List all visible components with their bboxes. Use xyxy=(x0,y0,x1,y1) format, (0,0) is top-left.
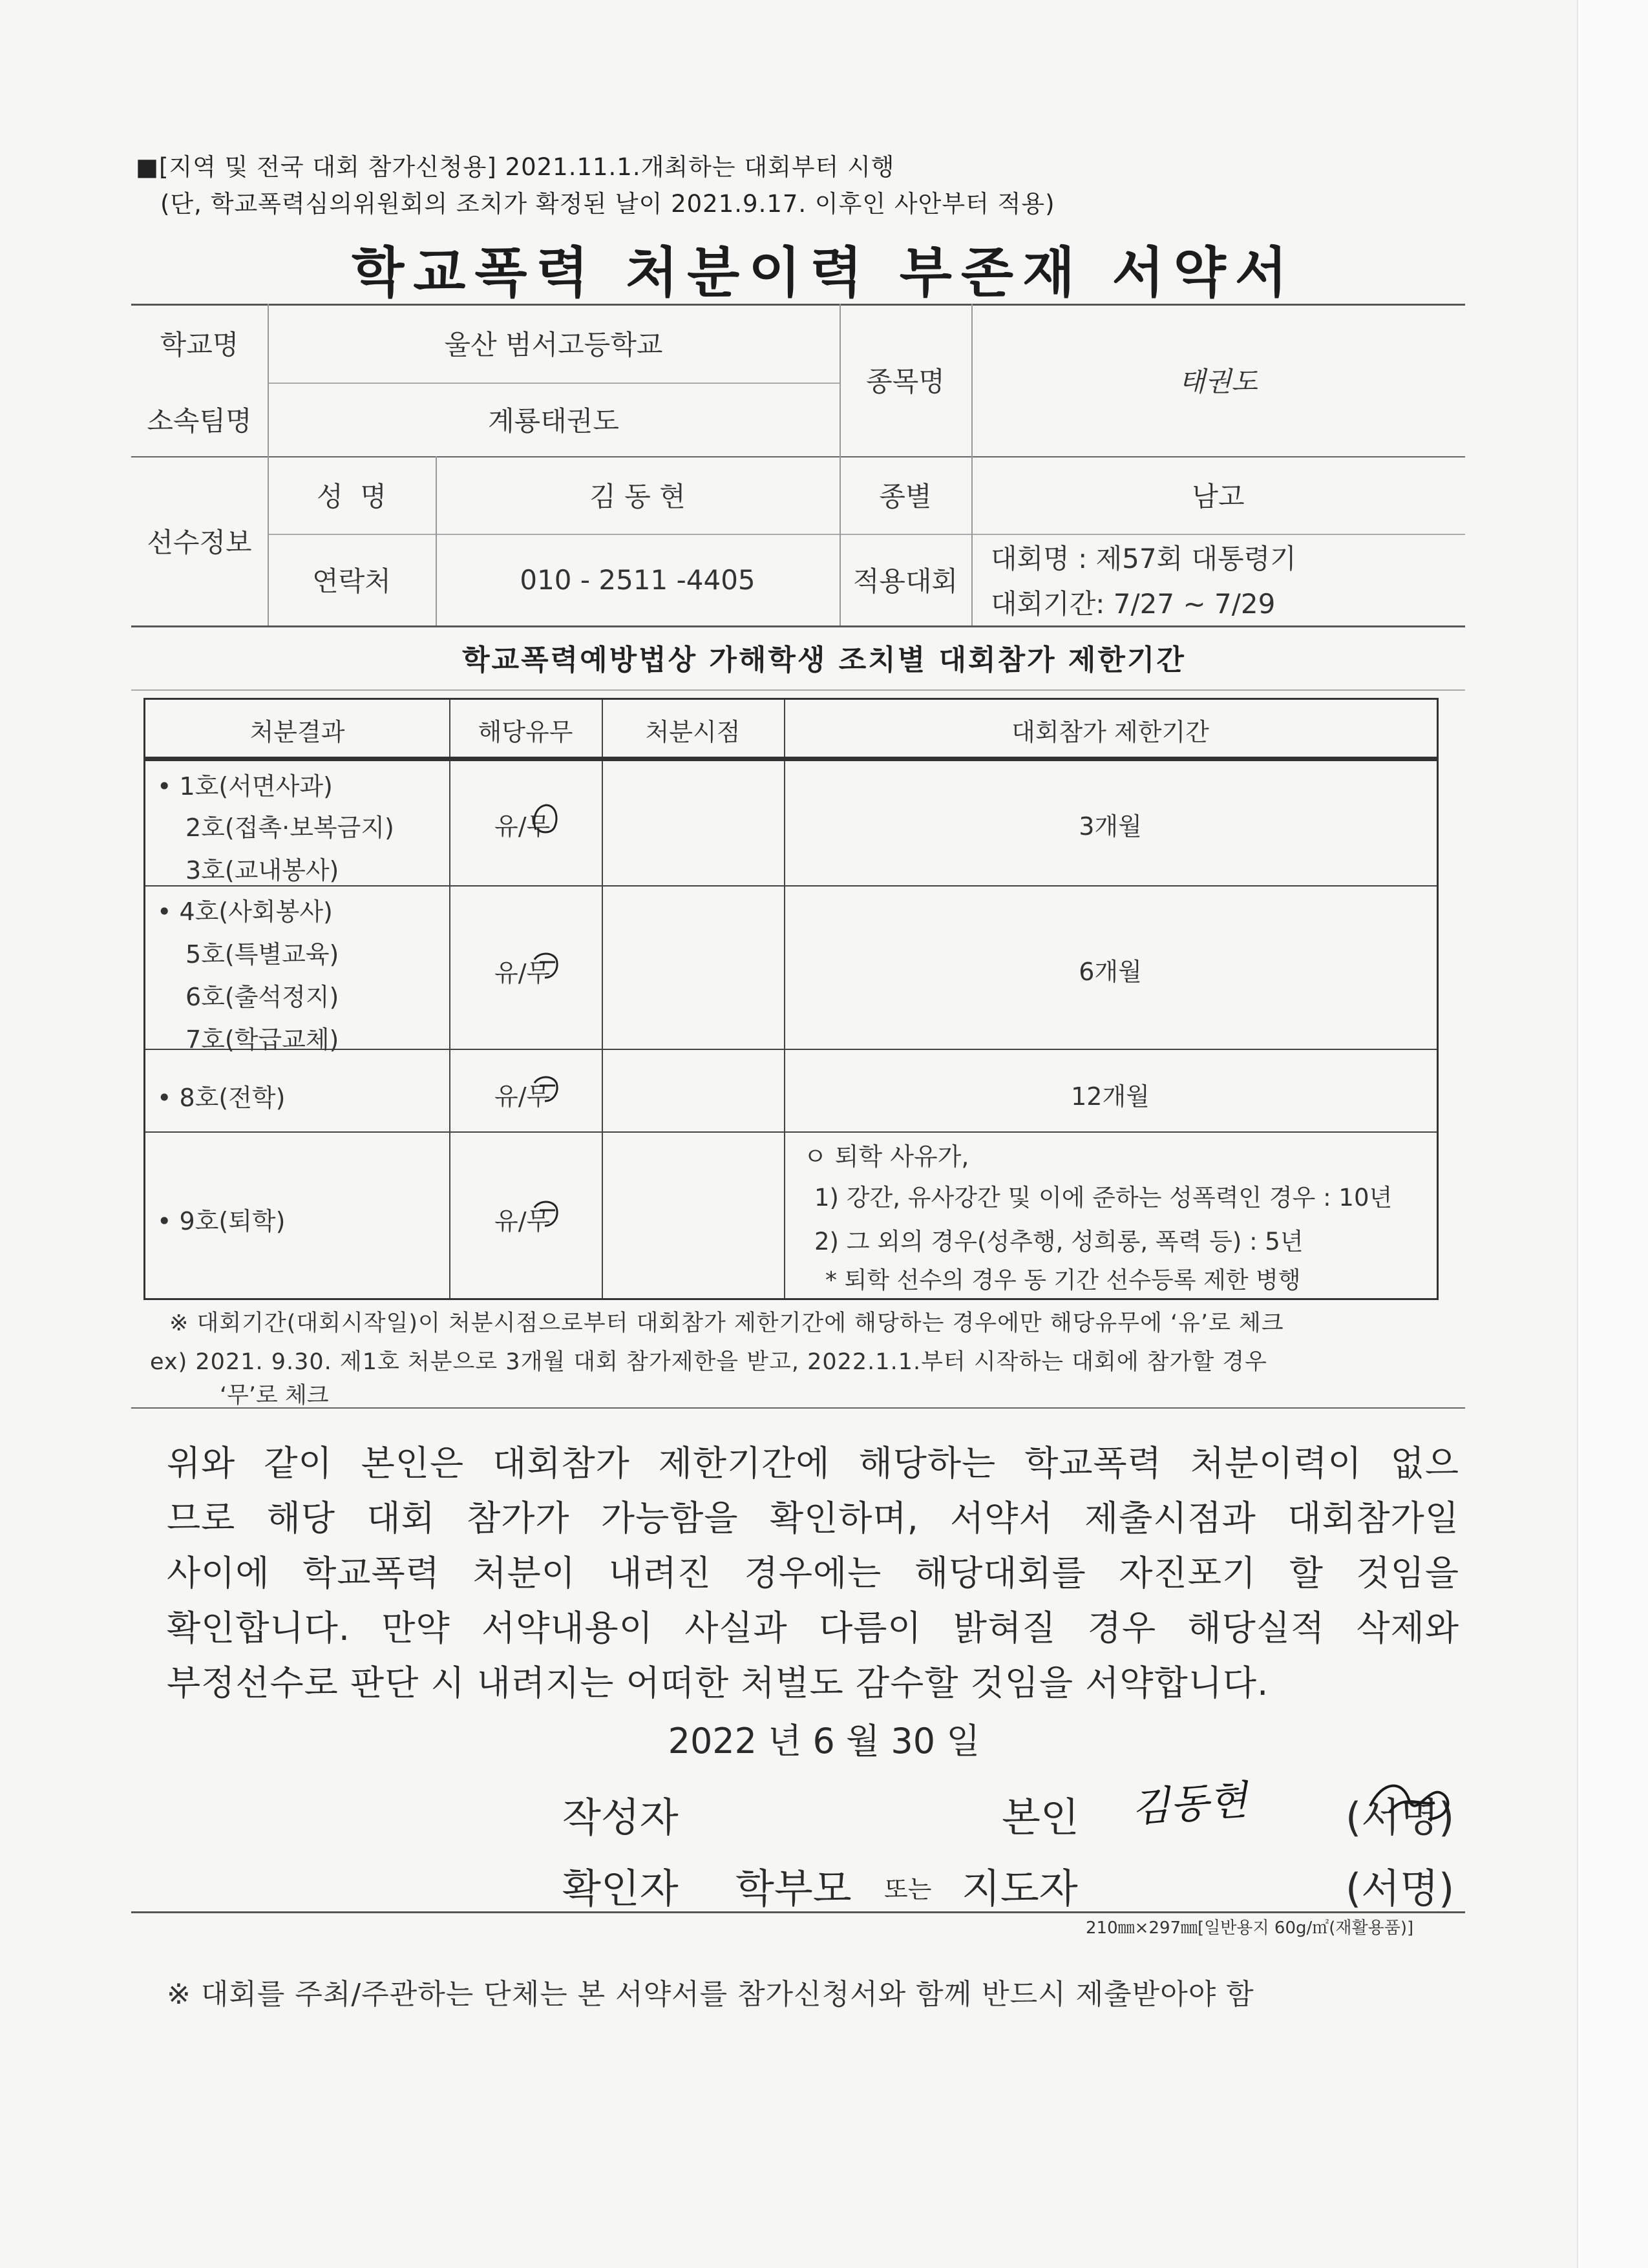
gender-value: 남고 xyxy=(1192,481,1245,512)
player-info-label: 선수정보 xyxy=(147,527,252,558)
gender-label: 종별 xyxy=(879,481,932,512)
expulsion-reason-line: 1) 강간, 유사강간 및 이에 준하는 성폭력인 경우 : 10년 xyxy=(814,1184,1393,1212)
application-note-detail: (단, 학교폭력심의위원회의 조치가 확정된 날이 2021.9.17. 이후인 사안부터 적용) xyxy=(160,190,1055,218)
document-title: 학교폭력 처분이력 부존재 서약서 xyxy=(352,241,1296,304)
coach-label: 지도자 xyxy=(962,1865,1078,1912)
applicable-choice: 유/무 xyxy=(494,1207,551,1235)
paper-spec: 210㎜×297㎜[일반용지 60g/㎡(재활용품)] xyxy=(1086,1918,1414,1938)
name-value: 김 동 현 xyxy=(589,481,686,512)
applicable-choice: 유/무 xyxy=(494,812,551,841)
col-header-time: 처분시점 xyxy=(645,717,741,746)
expulsion-reason-line: 2) 그 외의 경우(성추행, 성희롱, 폭력 등) : 5년 xyxy=(814,1228,1304,1255)
pledge-date: 2022 년 6 월 30 일 xyxy=(668,1721,980,1761)
measure-item: 5호(특별교육) xyxy=(185,940,339,969)
school-label: 학교명 xyxy=(160,329,239,361)
pledge-line: 위와 같이 본인은 대회참가 제한기간에 해당하는 학교폭력 처분이력이 없으 xyxy=(167,1443,1459,1484)
expulsion-reason-line: * 퇴학 선수의 경우 동 기간 선수등록 제한 병행 xyxy=(825,1267,1301,1294)
restriction-period: 3개월 xyxy=(1079,812,1142,841)
col-header-result: 처분결과 xyxy=(249,717,345,746)
circle-mark-icon xyxy=(531,1070,560,1106)
event-period: 대회기간: 7/27 ~ 7/29 xyxy=(991,588,1276,620)
writer-label: 작성자 xyxy=(562,1794,679,1841)
confirmer-label: 확인자 xyxy=(562,1865,679,1912)
self-seal: (서명) xyxy=(1346,1794,1455,1841)
measure-item: 2호(접촉·보복금지) xyxy=(185,814,394,842)
handwritten-signature: 김동현 xyxy=(1130,1776,1249,1832)
or-label: 또는 xyxy=(884,1875,932,1904)
measure-item: • 9호(퇴학) xyxy=(157,1207,286,1235)
submission-note: ※ 대회를 주최/주관하는 단체는 본 서약서를 참가신청서와 함께 반드시 제출받아야 함 xyxy=(167,1978,1254,2011)
name-label: 성 명 xyxy=(317,481,386,512)
measure-item: • 4호(사회봉사) xyxy=(157,898,333,926)
col-header-applicable: 해당유무 xyxy=(478,717,573,746)
parent-label: 학부모 xyxy=(735,1865,852,1912)
event-name: 대회명 : 제57회 대통령기 xyxy=(991,543,1296,574)
footnote-check-rule: ※ 대회기간(대회시작일)이 처분시점으로부터 대회참가 제한기간에 해당하는 경우에만 해당유무에 ‘유’로 체크 xyxy=(169,1310,1284,1336)
team-label: 소속팀명 xyxy=(147,405,252,437)
col-header-period: 대회참가 제한기간 xyxy=(1011,717,1209,746)
signature-scribble-icon xyxy=(1364,1774,1461,1832)
footnote-example: ex) 2021. 9.30. 제1호 처분으로 3개월 대회 참가제한을 받고, 2022.1.1.부터 시작하는 대회에 참가할 경우 xyxy=(150,1349,1267,1375)
scan-page-edge xyxy=(1577,0,1648,2268)
self-label: 본인 xyxy=(1002,1794,1079,1841)
circle-mark-icon xyxy=(531,800,560,836)
pledge-line: 사이에 학교폭력 처분이 내려진 경우에는 해당대회를 자진포기 할 것임을 xyxy=(167,1553,1459,1593)
contact-label: 연락처 xyxy=(312,565,391,597)
expulsion-reason-line: ㅇ 퇴학 사유가, xyxy=(803,1142,969,1171)
measure-item: 6호(출석정지) xyxy=(185,983,339,1011)
footnote-example-cont: ‘무’로 체크 xyxy=(220,1383,329,1409)
school-value: 울산 범서고등학교 xyxy=(444,329,663,361)
application-note: ■[지역 및 전국 대회 참가신청용] 2021.11.1.개최하는 대회부터 시행 xyxy=(136,153,895,181)
circle-mark-icon xyxy=(531,947,560,983)
measure-item: 7호(학급교체) xyxy=(185,1025,339,1054)
confirmer-seal: (서명) xyxy=(1346,1865,1455,1912)
measures-section-title: 학교폭력예방법상 가해학생 조치별 대회참가 제한기간 xyxy=(462,644,1186,677)
sport-label: 종목명 xyxy=(866,366,945,397)
applicable-choice: 유/무 xyxy=(494,1082,551,1111)
sport-value: 태권도 xyxy=(1179,366,1258,397)
measure-item: 3호(교내봉사) xyxy=(185,856,339,885)
restriction-period: 12개월 xyxy=(1071,1082,1150,1111)
pledge-paragraph xyxy=(167,1436,1459,1710)
circle-mark-icon xyxy=(531,1195,560,1231)
pledge-line: 확인합니다. 만약 서약내용이 사실과 다름이 밝혀질 경우 해당실적 삭제와 xyxy=(167,1608,1459,1648)
pledge-line: 므로 해당 대회 참가가 가능함을 확인하며, 서약서 제출시점과 대회참가일 xyxy=(167,1498,1459,1538)
event-label: 적용대회 xyxy=(852,565,958,597)
team-value: 계룡태권도 xyxy=(488,405,619,437)
restriction-period: 6개월 xyxy=(1079,958,1142,986)
measures-table xyxy=(143,698,1439,1300)
measure-item: • 8호(전학) xyxy=(157,1084,286,1112)
contact-value: 010 - 2511 -4405 xyxy=(520,563,755,596)
measure-item: • 1호(서면사과) xyxy=(157,772,333,801)
pledge-line: 부정선수로 판단 시 내려지는 어떠한 처벌도 감수할 것임을 서약합니다. xyxy=(167,1663,1269,1703)
applicable-choice: 유/무 xyxy=(494,959,551,987)
